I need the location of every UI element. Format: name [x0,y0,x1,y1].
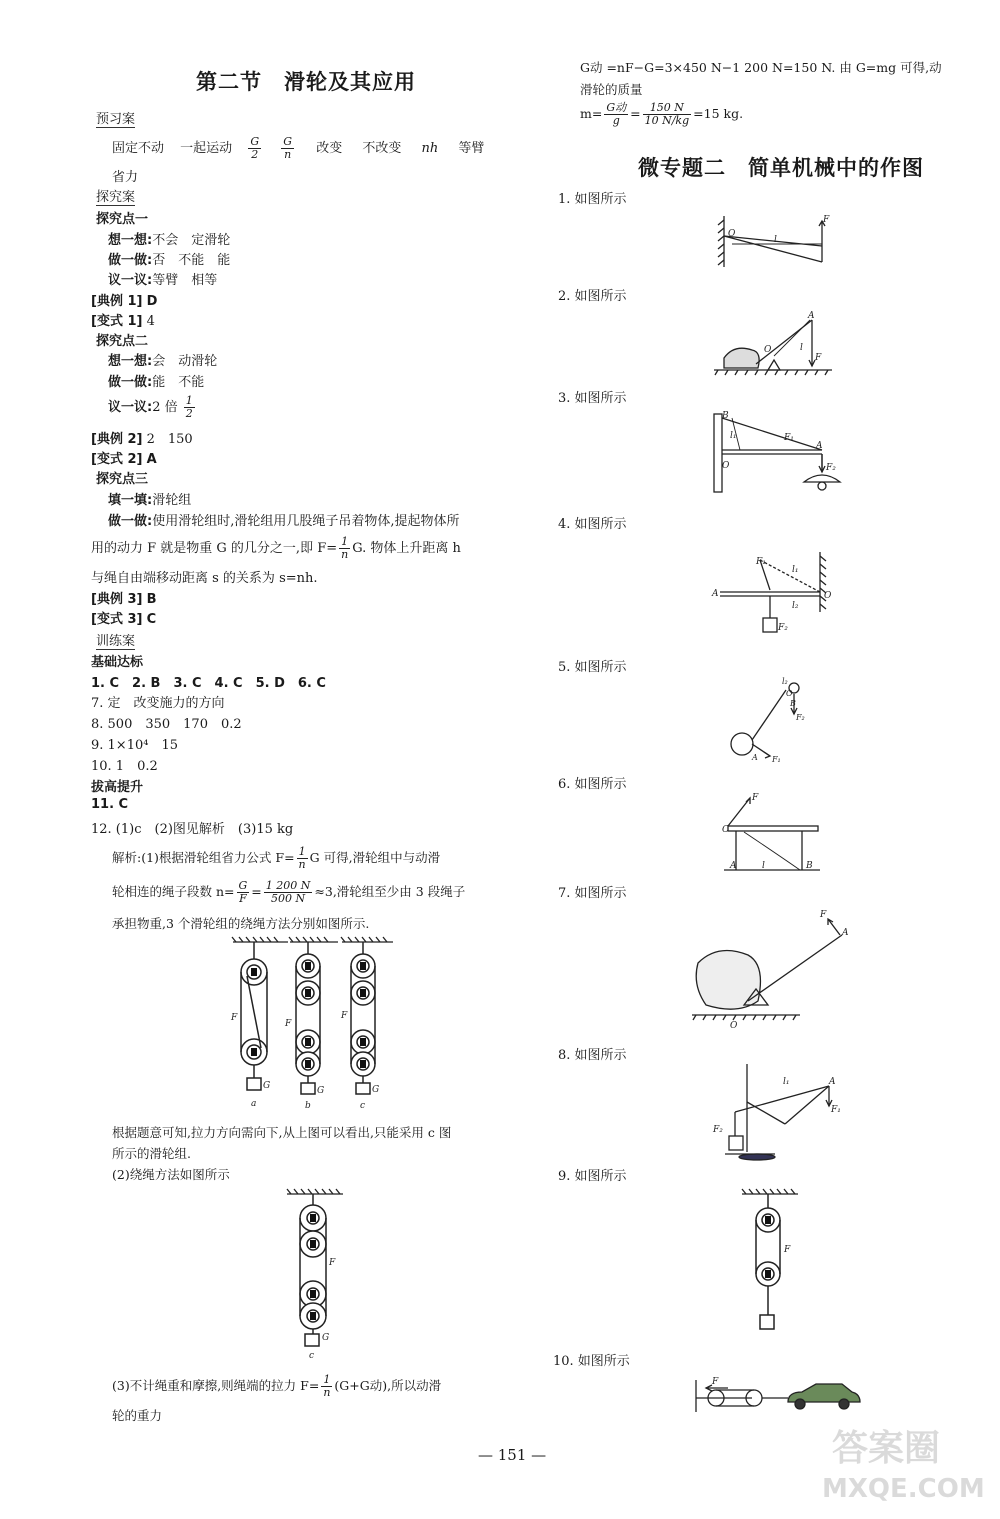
p1-do: 做一做:否 不能 能 [108,253,231,268]
svg-text:l₁: l₁ [792,565,799,575]
micro-topic-title: 微专题二 简单机械中的作图 [638,155,924,180]
figure-7-rock-lever [690,905,855,1030]
svg-text:F₂: F₂ [796,713,805,722]
item-8: 8. 如图所示 [558,1048,627,1063]
svg-text:F: F [285,1019,292,1029]
figure-6-table [722,790,822,875]
svg-text:F₁: F₁ [756,557,766,567]
fig-label-a: a [251,1099,257,1109]
fraction: $\frac{1}{n}$ [298,845,306,871]
svg-text:G: G [322,1333,330,1343]
svg-text:l₁: l₁ [730,431,737,441]
svg-text:F: F [712,1377,719,1387]
fraction: $\frac{1 200 N}{500 N}$ [265,879,311,905]
fig-label-c2: c [309,1351,315,1361]
p1-discuss: 议一议:等臂 相等 [108,273,218,288]
fraction: $\frac{G}{2}$ [250,135,260,161]
answer-12: 12. (1)c (2)图见解析 (3)15 kg [91,822,294,837]
svg-text:A: A [816,441,823,451]
figure-2-crowbar [712,308,837,378]
item-7: 7. 如图所示 [558,886,627,901]
fig-label-c: c [360,1101,366,1111]
item-1: 1. 如图所示 [558,192,627,207]
svg-text:A: A [730,861,737,871]
figure-1-lever [712,212,837,272]
svg-text:F: F [341,1011,348,1021]
item-5: 5. 如图所示 [558,660,627,675]
section-title: 第二节 滑轮及其应用 [196,69,416,94]
explore-point-3: 探究点三 [96,472,149,487]
p3-do-line2: 用的动力 F 就是物重 G 的几分之一,即 F= $\frac{1}{n}$ G. 物体上升距离 h [91,535,461,561]
svg-text:A: A [712,589,719,599]
svg-text:B: B [806,861,813,871]
svg-text:l₁: l₁ [783,1077,790,1087]
figure-4-beam [712,550,837,645]
answer-9: 9. 1×10⁴ 15 [91,738,178,753]
q2-text: (2)绕绳方法如图所示 [112,1167,230,1182]
explore-label: 探究案 [96,186,135,206]
svg-text:O: O [824,591,832,601]
svg-text:A: A [808,311,815,321]
right-top-line3: m= $\frac{\text{G动}}{g}$ = $\frac{150 N}{10 N/kg}$ =15 kg. [580,101,744,127]
preview-answers [112,136,484,161]
item-3: 3. 如图所示 [558,391,627,406]
figure-10-car-pulley [692,1376,862,1416]
item-10: 10. 如图所示 [553,1354,630,1369]
p3-do: 做一做:使用滑轮组时,滑轮组用几股绳子吊着物体,提起物体所 [108,514,460,529]
variant-3: [变式 3] C [91,612,157,627]
item-9: 9. 如图所示 [558,1169,627,1184]
figure-3-bracket-lamp [712,410,837,495]
svg-text:B: B [790,699,796,708]
answer-text: 固定不动 [112,141,165,156]
svg-text:F: F [820,910,827,920]
svg-text:B: B [722,411,729,421]
svg-text:l: l [800,343,803,353]
fraction: $\frac{G}{F}$ [238,879,248,905]
example-2: [典例 2] 2 150 [91,432,193,447]
item-4: 4. 如图所示 [558,517,627,532]
svg-text:C: C [722,825,729,835]
svg-text:l: l [774,235,777,245]
svg-text:G: G [263,1081,271,1091]
answer-text: nh [421,141,439,156]
svg-text:G: G [372,1085,380,1095]
figure-9-pulley [740,1190,800,1340]
answer-text: 改变 [316,141,343,156]
svg-text:l₂: l₂ [792,601,799,611]
svg-text:O: O [730,1021,738,1031]
analysis-line3: 承担物重,3 个滑轮组的绕绳方法分别如图所示. [112,916,370,931]
preview-label: 预习案 [96,108,135,128]
svg-text:l: l [762,861,765,871]
answers-1-6: 1. C 2. B 3. C 4. C 5. D 6. C [91,676,326,691]
answer-8: 8. 500 350 170 0.2 [91,717,242,732]
svg-text:F₂: F₂ [778,623,788,633]
svg-text:F₁: F₁ [784,433,794,443]
svg-text:F: F [329,1258,336,1268]
answer-10: 10. 1 0.2 [91,759,158,774]
example-3: [典例 3] B [91,592,157,607]
preview-line2: 省力 [112,170,139,185]
page-number: — 151 — [478,1446,547,1464]
answer-text: 不改变 [362,141,402,156]
figure-5-lever [722,672,822,767]
svg-text:O: O [728,229,736,239]
fraction: $\frac{\text{G动}}{g}$ [606,101,627,127]
p3-fill: 填一填:滑轮组 [108,493,192,508]
svg-text:F: F [231,1013,238,1023]
svg-text:l₂: l₂ [782,677,788,686]
explore-point-2: 探究点二 [96,334,149,349]
conclusion-line1: 根据题意可知,拉力方向需向下,从上图可以看出,只能采用 c 图 [112,1125,452,1140]
fraction: $\frac{1}{n}$ [323,1373,331,1399]
fraction: $\frac{150 N}{10 N/kg}$ [644,101,690,127]
analysis-line2: 轮相连的绳子段数 n= $\frac{G}{F}$ = $\frac{1 200 N}{500 N}$ ≈3,滑轮组至少由 3 段绳子 [112,879,466,905]
svg-text:A: A [842,928,849,938]
q3-line2: 轮的重力 [112,1408,163,1423]
svg-text:O: O [764,345,772,355]
pulley-system-c-figure [285,1190,345,1360]
item-6: 6. 如图所示 [558,777,627,792]
fraction: $\frac{1}{2}$ [185,394,193,420]
svg-text:A: A [752,753,758,762]
fraction: $\frac{G}{n}$ [283,135,293,161]
pulley-systems-abc-figure [228,938,398,1113]
p2-discuss: 议一议:2 倍 $\frac{1}{2}$ [108,394,193,420]
answer-11: 11. C [91,797,129,812]
p1-think: 想一想:不会 定滑轮 [108,233,231,248]
fraction: $\frac{1}{n}$ [341,535,349,561]
answer-text: 一起运动 [180,141,233,156]
svg-text:G: G [317,1086,325,1096]
advanced-label: 拔高提升 [91,780,144,795]
svg-text:F: F [752,793,759,803]
svg-text:F₁: F₁ [831,1105,841,1115]
p2-think: 想一想:会 动滑轮 [108,354,218,369]
analysis-line1: 解析:(1)根据滑轮组省力公式 F= $\frac{1}{n}$ G 可得,滑轮组中与动滑 [112,845,441,871]
answer-7: 7. 定 改变施力的方向 [91,696,225,711]
svg-text:A: A [829,1077,836,1087]
fig-label-b: b [305,1101,311,1111]
train-label: 训练案 [96,630,135,650]
item-2: 2. 如图所示 [558,289,627,304]
svg-text:F₂: F₂ [713,1125,723,1135]
variant-1: [变式 1] 4 [91,314,155,329]
explore-point-1: 探究点一 [96,212,149,227]
right-top-line1: G动 =nF−G=3×450 N−1 200 N=150 N. 由 G=mg 可得,动 [580,60,942,75]
svg-text:F: F [815,353,822,363]
svg-text:F: F [823,215,830,225]
watermark-url: MXQE.COM [822,1474,985,1504]
variant-2: [变式 2] A [91,452,157,467]
svg-text:O: O [722,461,730,471]
svg-text:O: O [786,689,793,698]
answer-text: 等臂 [458,141,485,156]
figure-8-crane [705,1062,845,1162]
p2-do: 做一做:能 不能 [108,375,205,390]
conclusion-line2: 所示的滑轮组. [112,1146,191,1161]
svg-text:F: F [784,1245,791,1255]
svg-text:F₁: F₁ [772,755,781,764]
p3-do-line3: 与绳自由端移动距离 s 的关系为 s=nh. [91,571,318,586]
q3-line1: (3)不计绳重和摩擦,则绳端的拉力 F= $\frac{1}{n}$ (G+G动),所以动滑 [112,1373,442,1399]
svg-text:F₂: F₂ [826,463,836,473]
watermark-logo: 答案圈 [832,1428,941,1469]
example-1: [典例 1] D [91,294,158,309]
basic-label: 基础达标 [91,655,144,670]
right-top-line2: 滑轮的质量 [580,82,643,97]
